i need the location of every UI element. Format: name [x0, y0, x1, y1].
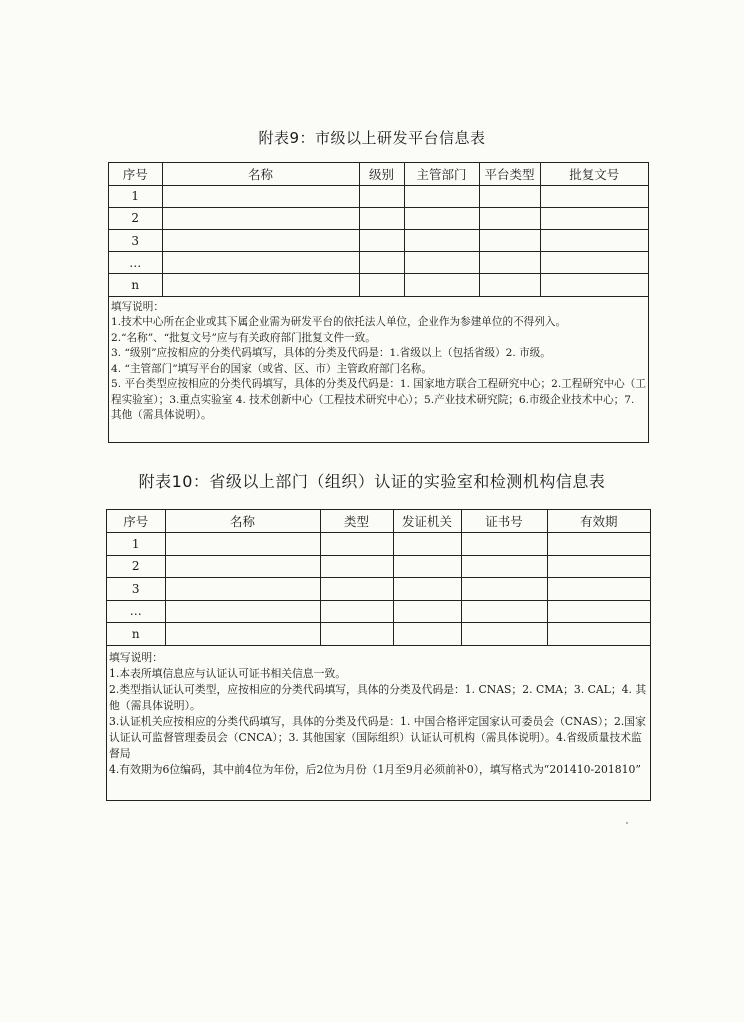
note-item: 2.“名称”、“批复文号”应与有关政府部门批复文件一致。: [111, 331, 376, 344]
table10-notes: [107, 646, 650, 778]
table-row: [107, 600, 650, 623]
notes-title: 填写说明：: [109, 650, 163, 664]
row-index: 1: [107, 533, 165, 556]
col-header-certificate-no: 证书号: [461, 510, 547, 533]
table10-block: [106, 509, 651, 801]
table9-block: [108, 162, 649, 443]
row-index: n: [107, 623, 165, 646]
row-index: n: [109, 274, 162, 296]
table-row: [109, 274, 648, 296]
col-header-platform-type: 平台类型: [479, 163, 540, 185]
row-index: …: [109, 252, 162, 274]
row-index: 2: [107, 555, 165, 578]
table9: [109, 163, 648, 297]
row-index: 2: [109, 207, 162, 229]
note-item: 1.本表所填信息应与认证认可证书相关信息一致。: [109, 666, 347, 680]
col-header-index: 序号: [109, 163, 162, 185]
table-row: [109, 185, 648, 207]
note-item: 4.有效期为6位编码，其中前4位为年份，后2位为月份（1月至9月必须前补0），填写格式为“201410-201810”: [109, 762, 641, 776]
table9-title: 附表9：市级以上研发平台信息表: [258, 129, 486, 147]
table-row: [109, 252, 648, 274]
table10: [107, 510, 650, 646]
col-header-index: 序号: [107, 510, 165, 533]
col-header-name: 名称: [165, 510, 320, 533]
row-index: …: [107, 600, 165, 623]
scan-speck: [626, 822, 628, 824]
note-item: 3. “级别”应按相应的分类代码填写，具体的分类及代码是：1.省级以上（包括省级）2. 市级。: [111, 347, 551, 360]
note-item: 3.认证机关应按相应的分类代码填写，具体的分类及代码是：1. 中国合格评定国家认可委员会（CNAS）；2.国家认证认可监督管理委员会（CNCA）；3. 其他国家（国际组织）认证认可机构（需具体说明）。4.省级质量技术监督局: [109, 714, 646, 760]
note-item: 4. “主管部门”填写平台的国家（或省、区、市）主管政府部门名称。: [111, 362, 432, 375]
table9-notes: [109, 297, 648, 424]
col-header-department: 主管部门: [404, 163, 479, 185]
col-header-name: 名称: [162, 163, 359, 185]
table-row: [107, 578, 650, 601]
col-header-approval-no: 批复文号: [540, 163, 648, 185]
row-index: 3: [107, 578, 165, 601]
row-index: 1: [109, 185, 162, 207]
table-row: [107, 555, 650, 578]
table9-header-row: [109, 163, 648, 185]
col-header-issuer: 发证机关: [393, 510, 461, 533]
table-row: [109, 230, 648, 252]
note-item: 2.类型指认证认可类型，应按相应的分类代码填写，具体的分类及代码是：1. CNAS；2. CMA；3. CAL；4. 其他（需具体说明）。: [109, 682, 647, 712]
table-row: [107, 623, 650, 646]
table10-title: 附表10：省级以上部门（组织）认证的实验室和检测机构信息表: [138, 472, 606, 491]
note-item: 1.技术中心所在企业或其下属企业需为研发平台的依托法人单位，企业作为参建单位的不得列入。: [111, 316, 567, 329]
table-row: [107, 533, 650, 556]
table10-header-row: [107, 510, 650, 533]
col-header-type: 类型: [320, 510, 393, 533]
col-header-validity: 有效期: [547, 510, 650, 533]
col-header-level: 级别: [359, 163, 404, 185]
notes-title: 填写说明：: [111, 300, 164, 313]
row-index: 3: [109, 230, 162, 252]
table-row: [109, 207, 648, 229]
note-item: 5. 平台类型应按相应的分类代码填写，具体的分类及代码是：1. 国家地方联合工程研究中心；2.工程研究中心（工程实验室）；3.重点实验室 4. 技术创新中心（工程技术研究中心）；5.产业技术研究院；6.市级企业技术中心；7. 其他（需具体说明）。: [111, 378, 646, 422]
